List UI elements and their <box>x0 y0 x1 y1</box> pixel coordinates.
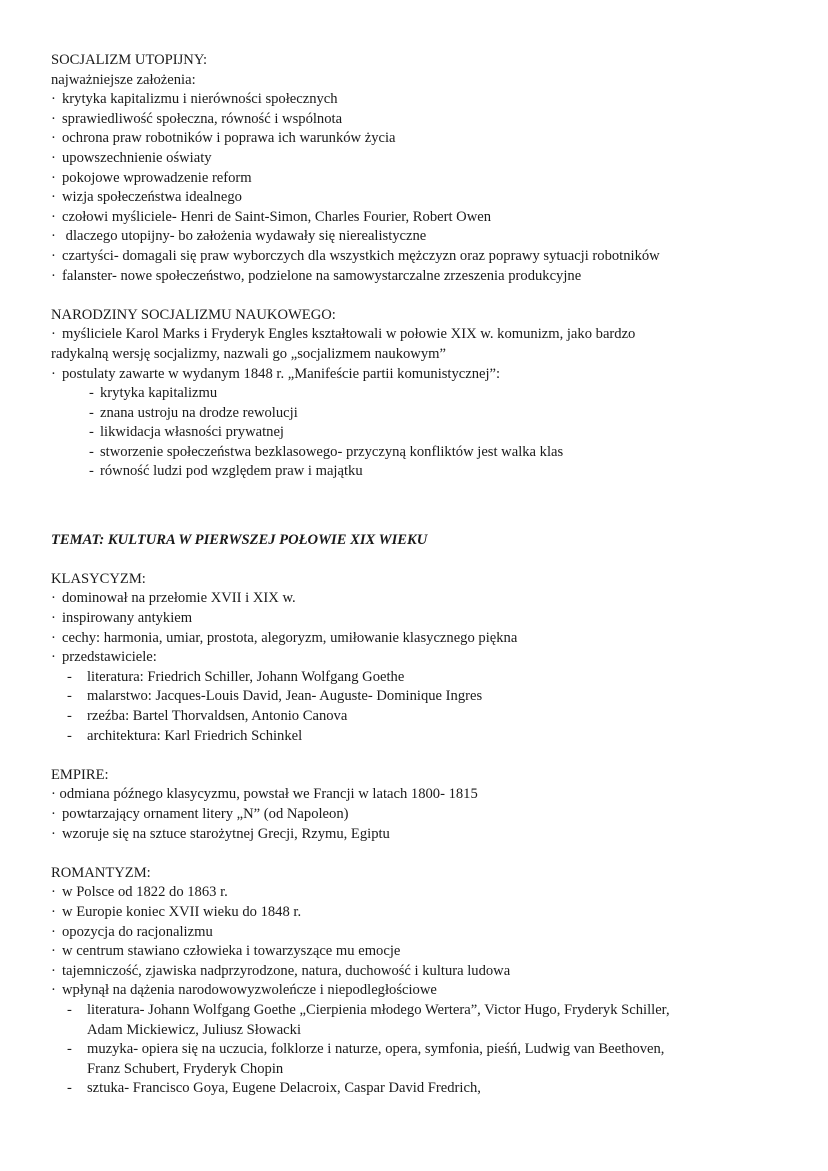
list-item: · powtarzający ornament litery „N” (od Napoleon) <box>51 805 791 825</box>
list-item: · wizja społeczeństwa idealnego <box>51 188 791 208</box>
dash-icon: - <box>89 385 94 402</box>
bullet-icon: · <box>51 903 56 920</box>
bullet-icon: · <box>51 169 56 186</box>
list-item: · sprawiedliwość społeczna, równość i wspólnota <box>51 110 791 130</box>
sub-list-item: - literatura: Friedrich Schiller, Johann Wolfgang Goethe <box>51 668 791 688</box>
list-item: · cechy: harmonia, umiar, prostota, alegoryzm, umiłowanie klasycznego piękna <box>51 629 791 649</box>
document-page <box>51 51 791 1099</box>
bullet-icon: · <box>51 923 56 940</box>
dash-icon: - <box>89 443 94 460</box>
section-title-empire: EMPIRE: <box>51 766 109 783</box>
sub-list-item: - krytyka kapitalizmu <box>51 384 791 404</box>
dash-icon: - <box>89 424 94 441</box>
list-item: · ochrona praw robotników i poprawa ich warunków życia <box>51 129 791 149</box>
list-item: · opozycja do racjonalizmu <box>51 923 791 943</box>
list-item: · inspirowany antykiem <box>51 609 791 629</box>
list-item: · w Polsce od 1822 do 1863 r. <box>51 883 791 903</box>
dash-icon: - <box>67 668 72 685</box>
section-title-scientific: NARODZINY SOCJALIZMU NAUKOWEGO: <box>51 306 336 323</box>
section-title-romanticism: ROMANTYZM: <box>51 864 151 881</box>
bullet-icon: · <box>51 786 56 803</box>
list-item: · tajemniczość, zjawiska nadprzyrodzone, natura, duchowość i kultura ludowa <box>51 962 791 982</box>
bullet-icon: · <box>51 130 56 147</box>
dash-icon: - <box>67 688 72 705</box>
list-item: · w Europie koniec XVII wieku do 1848 r. <box>51 903 791 923</box>
sub-list-item-continuation: Franz Schubert, Fryderyk Chopin <box>87 1060 284 1077</box>
bullet-icon: · <box>51 805 56 822</box>
bullet-icon: · <box>51 91 56 108</box>
dash-icon: - <box>89 404 94 421</box>
list-item: · przedstawiciele: <box>51 648 791 668</box>
bullet-icon: · <box>51 149 56 166</box>
dash-icon: - <box>89 463 94 480</box>
bullet-icon: · <box>51 189 56 206</box>
sub-list-item: - literatura- Johann Wolfgang Goethe „Cierpienia młodego Wertera”, Victor Hugo, Fryderyk Schiller, <box>51 1001 791 1021</box>
sub-list-item: - rzeźba: Bartel Thorvaldsen, Antonio Canova <box>51 707 791 727</box>
dash-icon: - <box>67 1001 72 1018</box>
bullet-icon: · <box>51 110 56 127</box>
sub-list-item-continuation: Adam Mickiewicz, Juliusz Słowacki <box>87 1021 301 1038</box>
list-item: · pokojowe wprowadzenie reform <box>51 169 791 189</box>
bullet-icon: · <box>51 649 56 666</box>
bullet-icon: · <box>51 962 56 979</box>
list-item: · wpłynął na dążenia narodowowyzwoleńcze i niepodległościowe <box>51 981 791 1001</box>
sub-list-item: - architektura: Karl Friedrich Schinkel <box>51 727 791 747</box>
sub-list-item: - sztuka- Francisco Goya, Eugene Delacroix, Caspar David Fredrich, <box>51 1079 791 1099</box>
sub-list-item: - równość ludzi pod względem praw i majątku <box>51 462 791 482</box>
dash-icon: - <box>67 1041 72 1058</box>
list-item: · krytyka kapitalizmu i nierówności społecznych <box>51 90 791 110</box>
list-item: · postulaty zawarte w wydanym 1848 r. „Manifeście partii komunistycznej”: <box>51 365 791 385</box>
list-item: · czołowi myśliciele- Henri de Saint-Simon, Charles Fourier, Robert Owen <box>51 208 791 228</box>
dash-icon: - <box>67 1080 72 1097</box>
list-item: · czartyści- domagali się praw wyborczych dla wszystkich mężczyzn oraz poprawy sytuacji robotników <box>51 247 791 267</box>
bullet-icon: · <box>51 247 56 264</box>
sub-list-item: - znana ustroju na drodze rewolucji <box>51 404 791 424</box>
bullet-icon: · <box>51 943 56 960</box>
bullet-icon: · <box>51 228 56 245</box>
bullet-icon: · <box>51 365 56 382</box>
bullet-icon: · <box>51 610 56 627</box>
bullet-icon: · <box>51 590 56 607</box>
bullet-icon: · <box>51 267 56 284</box>
bullet-icon: · <box>51 326 56 343</box>
utopian-intro: najważniejsze założenia: <box>51 71 196 88</box>
sub-list-item: - stworzenie społeczeństwa bezklasowego- przyczyną konfliktów jest walka klas <box>51 443 791 463</box>
sub-list-item: - likwidacja własności prywatnej <box>51 423 791 443</box>
section-title-utopian: SOCJALIZM UTOPIJNY: <box>51 52 208 68</box>
list-item: · falanster- nowe społeczeństwo, podzielone na samowystarczalne zrzeszenia produkcyjne <box>51 267 791 287</box>
list-item: · dominował na przełomie XVII i XIX w. <box>51 589 791 609</box>
list-item: · odmiana późnego klasycyzmu, powstał we Francji w latach 1800- 1815 <box>51 786 478 803</box>
dash-icon: - <box>67 708 72 724</box>
bullet-icon: · <box>51 208 56 225</box>
bullet-icon: · <box>51 884 56 901</box>
list-item: · wzoruje się na sztuce starożytnej Grecji, Rzymu, Egiptu <box>51 825 791 845</box>
list-item: · dlaczego utopijny- bo założenia wydawały się nierealistyczne <box>51 227 791 247</box>
sub-list-item: - muzyka- opiera się na uczucia, folklorze i naturze, opera, symfonia, pieśń, Ludwig van Beethoven, <box>51 1040 791 1060</box>
bullet-icon: · <box>51 982 56 999</box>
section-title-classicism: KLASYCYZM: <box>51 570 146 587</box>
list-item-continuation: radykalną wersję socjalizmy, nazwali go „socjalizmem naukowym” <box>51 345 446 362</box>
list-item: · myśliciele Karol Marks i Fryderyk Engles kształtowali w połowie XIX w. komunizm, jako bardzo <box>51 325 791 345</box>
dash-icon: - <box>67 727 72 744</box>
bullet-icon: · <box>51 629 56 646</box>
list-item: · upowszechnienie oświaty <box>51 149 791 169</box>
topic-title: TEMAT: KULTURA W PIERWSZEJ POŁOWIE XIX WIEKU <box>51 531 428 548</box>
sub-list-item: - malarstwo: Jacques-Louis David, Jean- Auguste- Dominique Ingres <box>51 687 791 707</box>
bullet-icon: · <box>51 825 56 842</box>
list-item: · w centrum stawiano człowieka i towarzyszące mu emocje <box>51 942 791 962</box>
